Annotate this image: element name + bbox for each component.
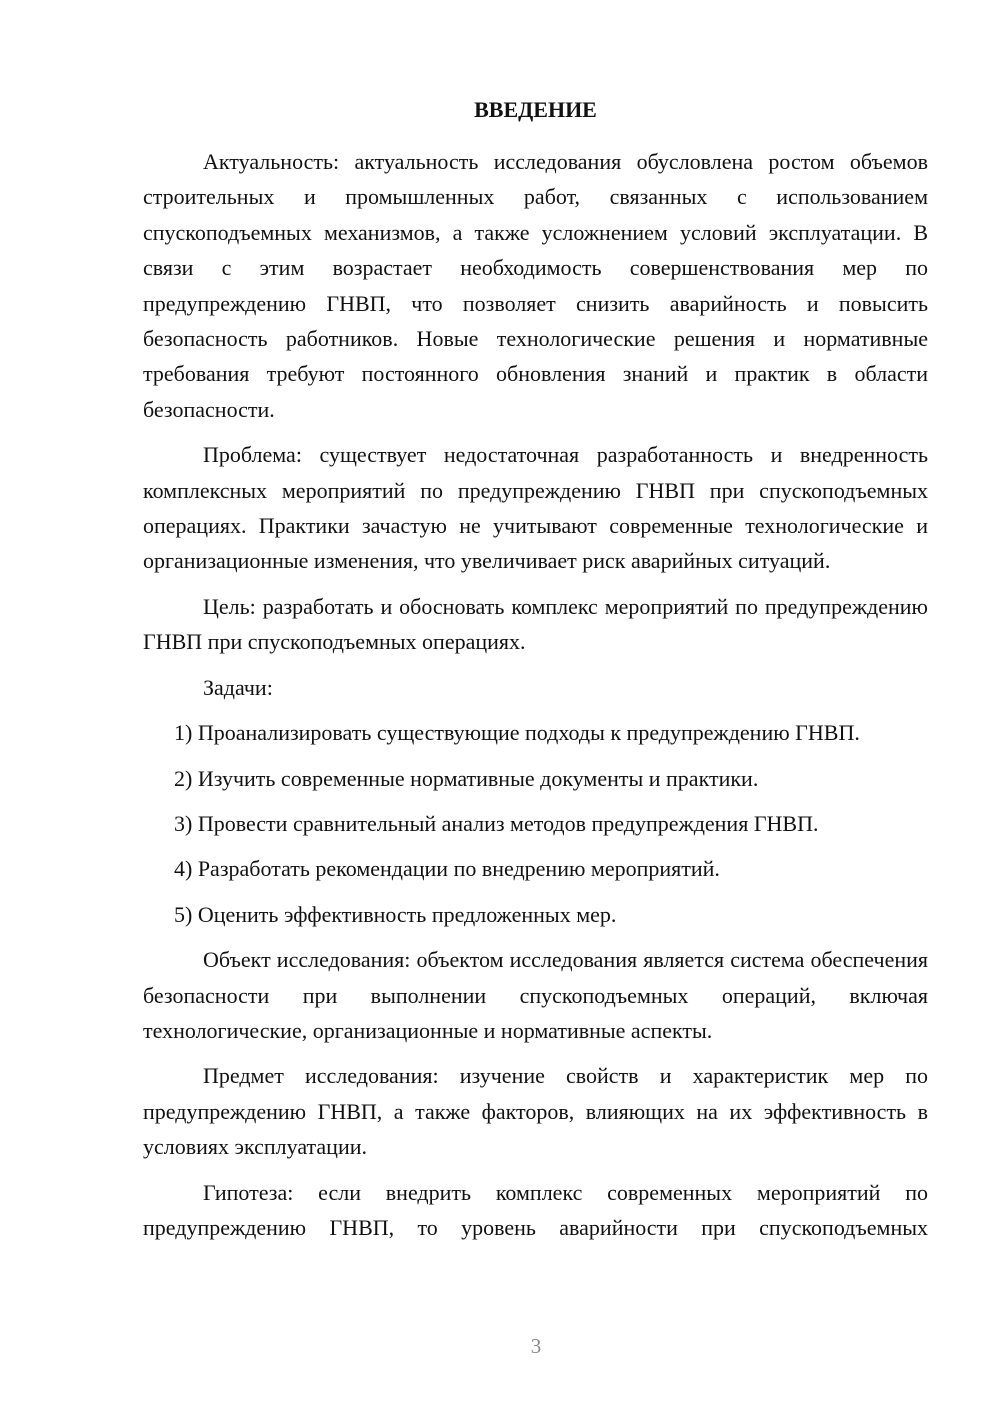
page-number: 3 <box>530 1334 542 1358</box>
paragraph-object: Объект исследования: объектом исследования является система обеспечения безопасности при выполнении спускоподъемных операций, включая технологические, организационные и нормативные аспекты. <box>143 947 928 1043</box>
task-item-5: 5) Оценить эффективность предложенных мер. <box>174 901 617 927</box>
document-page <box>143 95 928 1255</box>
paragraph-hypothesis: Гипотеза: если внедрить комплекс современных мероприятий по предупреждению ГНВП, то уровень аварийности при спускоподъемных <box>143 1179 928 1240</box>
task-item-2: 2) Изучить современные нормативные документы и практики. <box>174 765 759 791</box>
task-item-1: 1) Проанализировать существующие подходы к предупреждению ГНВП. <box>174 720 860 746</box>
paragraph-relevance: Актуальность: актуальность исследования обусловлена ростом объемов строительных и промышленных работ, связанных с использованием спускоподъемных механизмов, а также усложнением условий эксплуатации. В связи с этим возрастает необходимость совершенствования мер по предупреждению ГНВП, что позволяет снизить аварийность и повысить безопасность работников. Новые технологические решения и нормативные требования требуют постоянного обновления знаний и практик в области безопасности. <box>143 149 928 422</box>
page-title: ВВЕДЕНИЕ <box>474 97 597 122</box>
task-item-4: 4) Разработать рекомендации по внедрению мероприятий. <box>174 856 720 882</box>
paragraph-goal: Цель: разработать и обосновать комплекс мероприятий по предупреждению ГНВП при спускоподъемных операциях. <box>143 593 928 655</box>
paragraph-subject: Предмет исследования: изучение свойств и характеристик мер по предупреждению ГНВП, а также факторов, влияющих на их эффективность в условиях эксплуатации. <box>143 1063 928 1160</box>
paragraph-problem: Проблема: существует недостаточная разработанность и внедренность комплексных мероприятий по предупреждению ГНВП при спускоподъемных операциях. Практики зачастую не учитывают современные технологические и организационные изменения, что увеличивает риск аварийных ситуаций. <box>143 442 928 574</box>
task-item-3: 3) Провести сравнительный анализ методов предупреждения ГНВП. <box>174 810 819 836</box>
tasks-heading: Задачи: <box>203 674 273 700</box>
